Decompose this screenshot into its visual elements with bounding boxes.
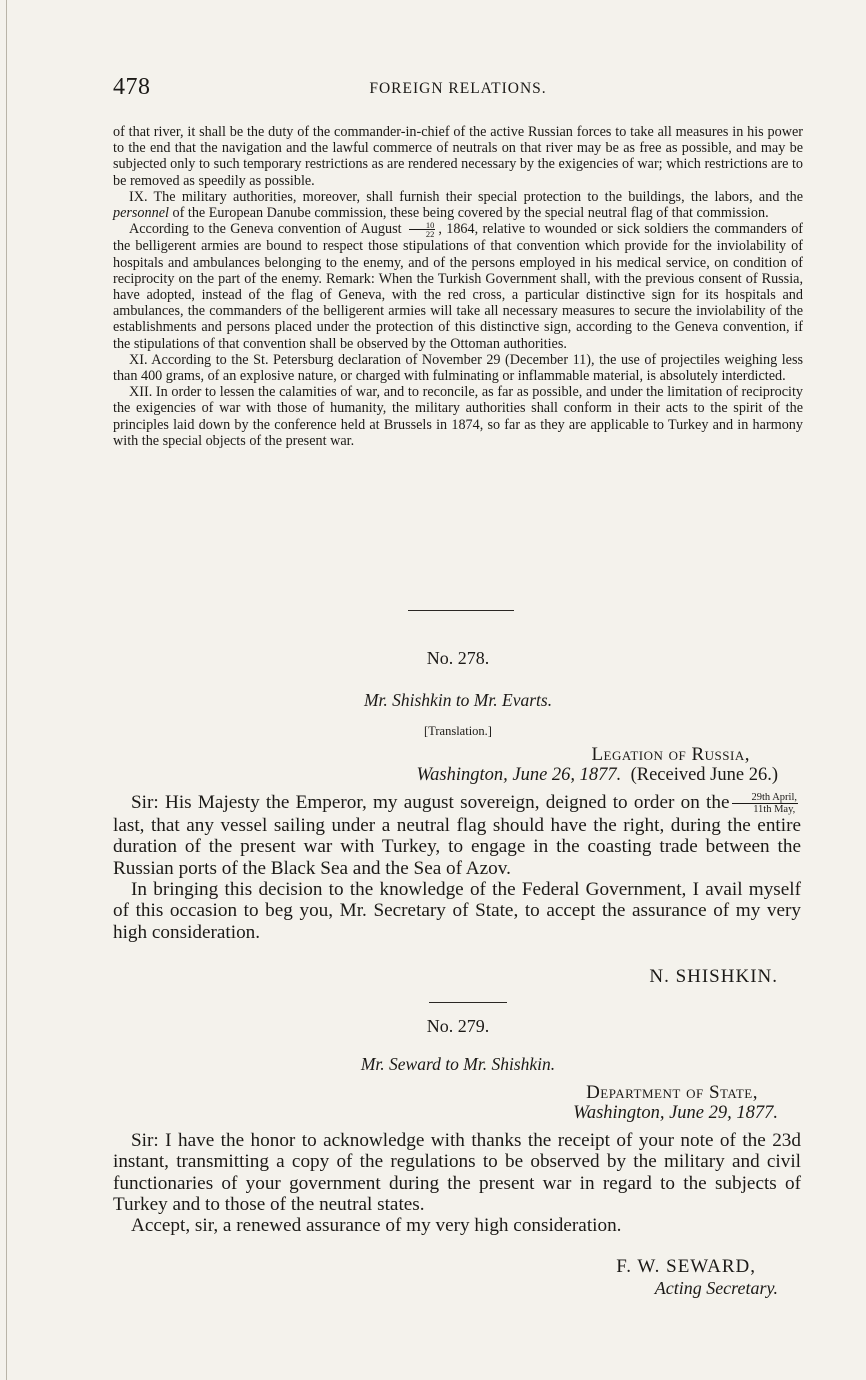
signer-title: Acting Secretary. xyxy=(654,1278,778,1298)
document-title-278: Mr. Shishkin to Mr. Evarts. xyxy=(363,690,553,710)
letter-body-278 xyxy=(113,792,801,943)
document-number-279: No. 279. xyxy=(426,1016,490,1036)
document-number-278: No. 278. xyxy=(426,648,490,668)
paragraph-ix: IX. The military authorities, moreover, shall furnish their special protection to the buildings, the labors, and the personnel of the European Danube commission, these being covered by the special neutral flag of that commission. xyxy=(113,188,803,222)
document-title-279: Mr. Seward to Mr. Shishkin. xyxy=(360,1054,556,1074)
running-title: FOREIGN RELATIONS. xyxy=(369,80,547,97)
letter-body-279 xyxy=(113,1130,801,1236)
section-separator-2 xyxy=(429,1002,507,1003)
department-heading: Department of State, xyxy=(586,1082,758,1103)
paragraph-x: According to the Geneva convention of August $\frac{10}{22}$ , 1864, relative to wounded or sick soldiers the commanders of the belligerent armies are bound to respect those stipulations of that convention which provide for the inviolability of hospitals and ambulances belonging to the enemy, and of the persons employed in his medical service, on condition of reciprocity on the part of the enemy. Remark: When the Turkish Government shall, with the previous consent of Russia, have adopted, instead of the flag of Geneva, with the red cross, a particular distinctive sign for its hospitals and ambulances, the commanders of the belligerent armies will take all necessary measures to secure the inviolability of the establishments and persons placed under the protection of this distinctive sign, according to the Geneva convention, if the stipulations of that convention shall be observed by the Ottoman authorities. xyxy=(113,220,804,352)
binding-edge xyxy=(6,0,7,1380)
dateline-278: Washington, June 26, 1877. (Received June 26.) xyxy=(416,765,778,785)
translation-note: [Translation.] xyxy=(424,724,492,738)
paragraph-continuation: of that river, it shall be the duty of the commander-in-chief of the active Russian forces to take all measures in his power to the end that the navigation and the lawful commerce of neutrals on that river may be as free as possible, and may be subjected only to such temporary restrictions as are rendered necessary by the exigencies of war; which restrictions are to be removed as speedily as possible. xyxy=(113,124,803,189)
dateline-279: Washington, June 29, 1877. xyxy=(573,1103,778,1123)
letter-279-paragraph-2: Accept, sir, a renewed assurance of my very high consideration. xyxy=(131,1215,622,1237)
page-number: 478 xyxy=(113,74,151,100)
letter-278-paragraph-2: In bringing this decision to the knowledge of the Federal Government, I avail myself of this occasion to beg you, Mr. Secretary of State, to accept the assurance of my very high consideration. xyxy=(113,878,801,943)
paragraph-xi: XI. According to the St. Petersburg declaration of November 29 (December 11), the use of projectiles weighing less than 400 grams, of an explosive nature, or charged with fulminating or inflammable material, is absolutely interdicted. xyxy=(113,351,803,385)
date-fraction-278: $\frac{\text{29th April,}}{\text{11th May,}}$ xyxy=(732,792,798,815)
date-fraction: $\frac{10}{22}$ xyxy=(409,221,436,238)
section-separator xyxy=(408,610,514,611)
regulations-continuation xyxy=(113,124,803,449)
legation-heading: Legation of Russia, xyxy=(591,744,750,765)
letter-278-paragraph-1: Sir: His Majesty the Emperor, my august sovereign, deigned to order on the $\frac{\text{29th April,}}{\text{11th May,}}$ last, that any vessel sailing under a neutral flag should have the right, during the entire duration of the present war with Turkey, to engage in the coasting trade between the Russian ports of the Black Sea and the Sea of Azov. xyxy=(113,792,801,879)
signature-shishkin: N. SHISHKIN. xyxy=(649,966,778,987)
page-header xyxy=(113,74,803,104)
letter-279-paragraph-1: Sir: I have the honor to acknowledge with thanks the receipt of your note of the 23d instant, transmitting a copy of the regulations to be observed by the military and civil functionaries of your government during the present war in regard to the subjects of Turkey and to those of the neutral states. xyxy=(113,1130,801,1215)
paragraph-xii: XII. In order to lessen the calamities of war, and to reconcile, as far as possible, and under the limitation of reciprocity the exigencies of war with those of humanity, the military authorities shall conform in their acts to the spirit of the principles laid down by the conference held at Brussels in 1874, so far as they are applicable to Turkey and in harmony with the special objects of the present war. xyxy=(113,384,803,449)
signature-seward: F. W. SEWARD, xyxy=(616,1256,756,1277)
